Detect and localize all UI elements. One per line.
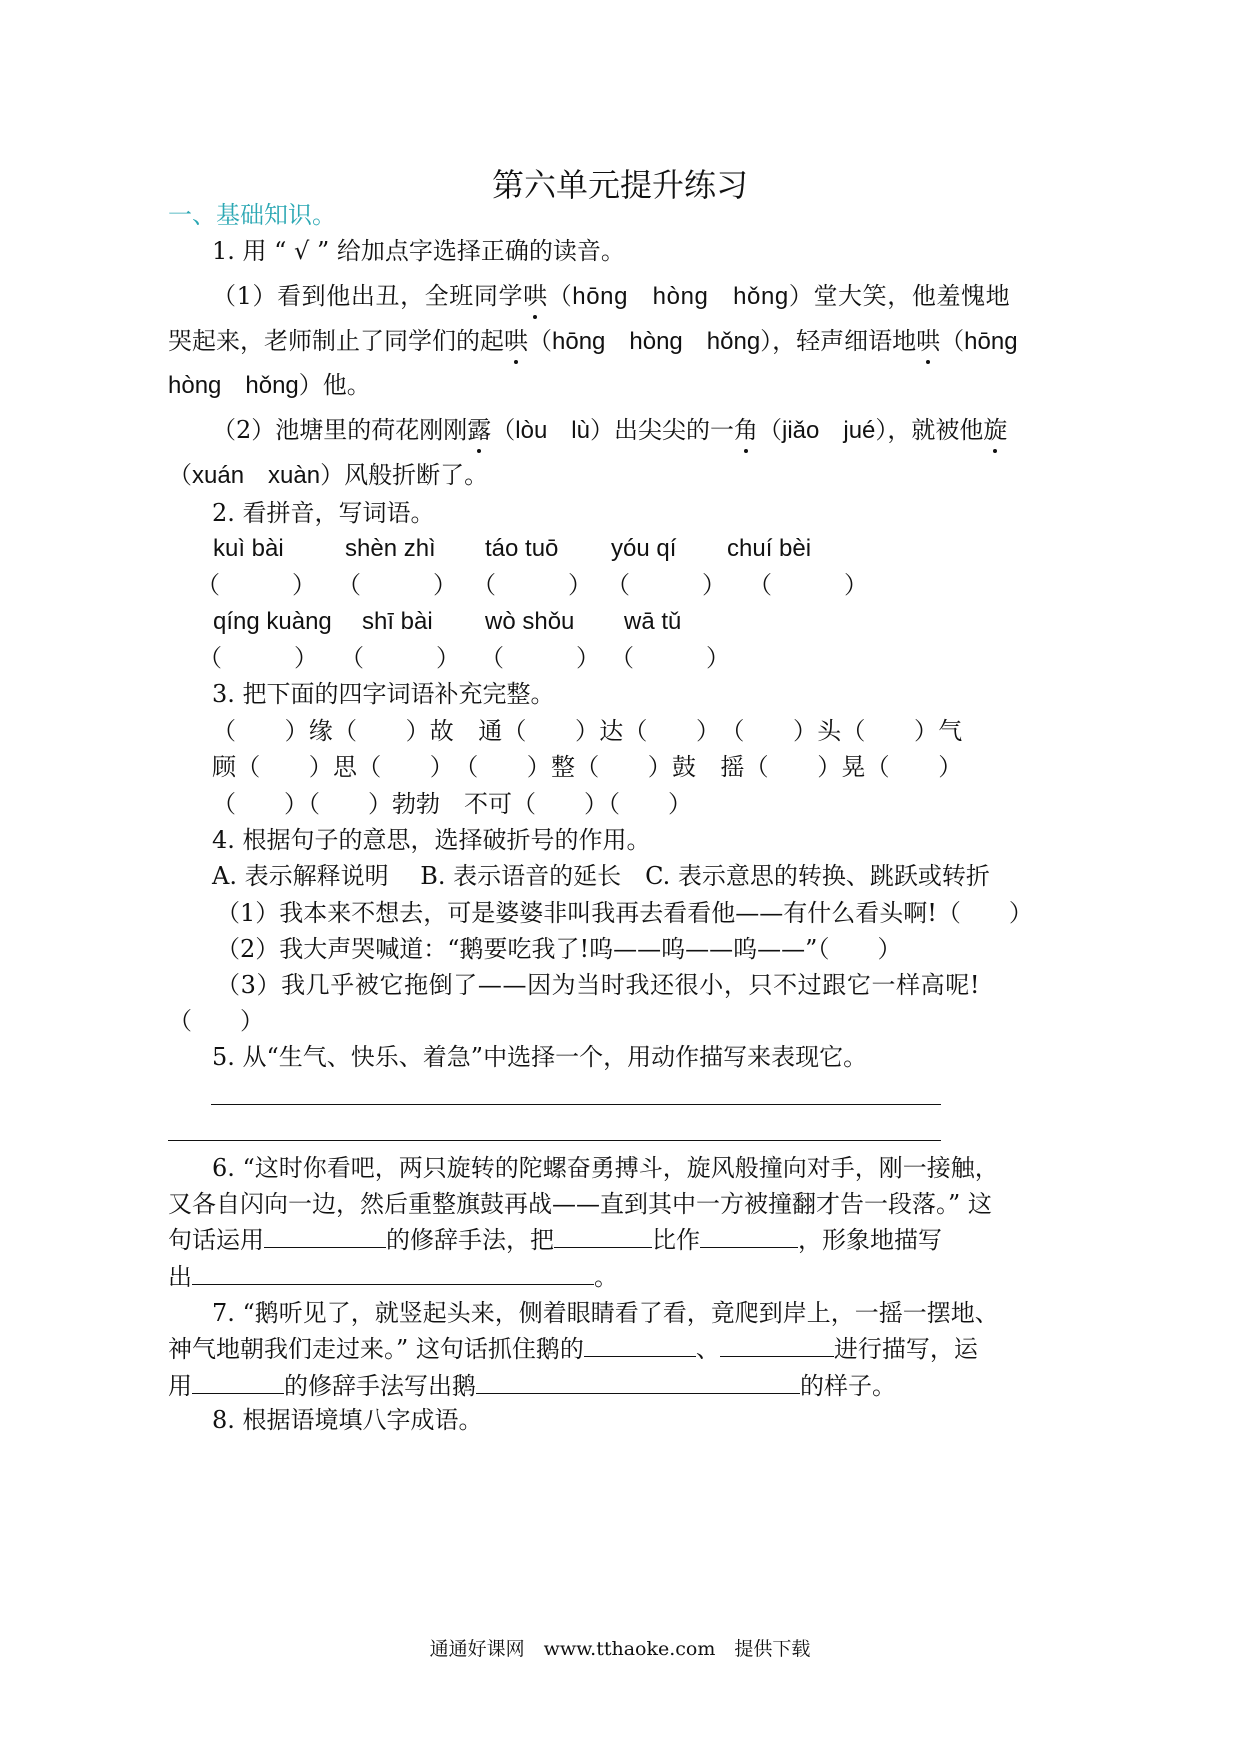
q1-p1-text-d: （hōng hòng hǒng），轻声细语地 [528, 328, 917, 355]
q6-text: 。 [594, 1263, 618, 1291]
pinyin-word: kuì bài [213, 535, 284, 562]
fill-blank[interactable] [264, 1225, 386, 1248]
question-1-part-2-line-2: （xuán xuàn）风般折断了。 [168, 462, 489, 489]
answer-blank-paren[interactable]: （ ） [337, 571, 457, 599]
question-1-part-1-line-2 [168, 326, 1018, 357]
question-4-sentence-2: （2）我大声哭喊道：“鹅要吃我了!呜——呜——呜——”（ ） [216, 935, 902, 963]
q7-text: 进行描写，运 [833, 1335, 978, 1363]
fill-blank[interactable] [700, 1225, 798, 1248]
idiom-fill-line-2[interactable]: 顾（ ）思（ ） （ ）整（ ）鼓 摇（ ）晃（ ） [212, 753, 963, 781]
answer-blank-paren[interactable]: （ ） [606, 571, 726, 599]
section-heading-basic: 一、基础知识。 [168, 201, 336, 229]
q1-p2-text-a: （2）池塘里的荷花刚刚 [212, 416, 468, 444]
question-4-sentence-3: （3）我几乎被它拖倒了——因为当时我还很小，只不过跟它一样高呢! [216, 971, 981, 999]
question-4-sentence-1: （1）我本来不想去，可是婆婆非叫我再去看看他——有什么看头啊!（ ） [216, 899, 1033, 927]
q1-p2-text-c: （jiǎo jué），就被他 [758, 417, 984, 444]
dotted-char: 哄 [523, 282, 548, 310]
fill-blank[interactable] [476, 1371, 800, 1394]
pinyin-word: wò shǒu [485, 608, 575, 635]
question-8-stem: 8. 根据语境填八字成语。 [212, 1406, 483, 1434]
q1-p1-text-e: （hōng [940, 328, 1018, 355]
question-6-line-4 [168, 1262, 618, 1292]
question-7-line-2 [168, 1334, 978, 1364]
dotted-char: 哄 [504, 327, 528, 355]
pinyin-word: shèn zhì [345, 535, 436, 562]
answer-line[interactable] [168, 1140, 941, 1141]
pinyin-word: táo tuō [485, 535, 559, 562]
q6-text: ，形象地描写 [798, 1226, 942, 1254]
answer-blank-paren[interactable]: （ ） [748, 571, 868, 599]
question-2-stem: 2. 看拼音，写词语。 [212, 499, 435, 527]
q6-text: 比作 [652, 1226, 700, 1254]
dotted-char: 哄 [916, 327, 941, 355]
fill-blank[interactable] [192, 1262, 594, 1285]
fill-blank[interactable] [720, 1334, 834, 1357]
question-1-part-1-line-1 [212, 281, 1010, 312]
question-6-line-1: 6. “这时你看吧，两只旋转的陀螺奋勇搏斗，旋风般撞向对手，刚一接触， [212, 1154, 999, 1182]
q1-p1-text-b: （hōng hòng hǒng）堂大笑，他羞愧地 [547, 283, 1011, 310]
page-title: 第六单元提升练习 [491, 166, 748, 204]
q6-text: 的修辞手法，把 [386, 1226, 554, 1254]
question-5-stem: 5. 从“生气、快乐、着急”中选择一个，用动作描写来表现它。 [212, 1043, 868, 1071]
q7-text: 神气地朝我们走过来。” 这句话抓住鹅的 [168, 1335, 584, 1363]
q1-p1-text-a: （1）看到他出丑，全班同学 [212, 282, 524, 310]
question-7-line-1: 7. “鹅听见了，就竖起头来，侧着眼睛看了看，竟爬到岸上，一摇一摆地、 [212, 1299, 999, 1327]
answer-line[interactable] [211, 1104, 941, 1105]
pinyin-word: qíng kuàng [213, 608, 332, 635]
pinyin-word: chuí bèi [727, 535, 812, 562]
question-1-stem: 1. 用 “ √ ” 给加点字选择正确的读音。 [212, 237, 625, 265]
q7-text: 的修辞手法写出鹅 [284, 1372, 476, 1400]
question-1-part-1-line-3: hòng hǒng）他。 [168, 372, 371, 399]
pinyin-word: shī bài [362, 608, 433, 635]
q7-text: 用 [168, 1372, 192, 1400]
dotted-char: 角 [734, 416, 758, 444]
answer-blank-paren[interactable]: （ ） [198, 644, 318, 672]
question-6-line-2: 又各自闪向一边，然后重整旗鼓再战——直到其中一方被撞翻才告一段落。” 这 [168, 1190, 992, 1218]
answer-blank-paren[interactable]: （ ） [340, 644, 460, 672]
fill-blank[interactable] [554, 1225, 652, 1248]
fill-blank[interactable] [192, 1371, 284, 1394]
fill-blank[interactable] [584, 1334, 696, 1357]
answer-blank-paren[interactable]: （ ） [196, 571, 316, 599]
q7-text: 、 [695, 1335, 720, 1363]
q6-text: 出 [168, 1263, 192, 1291]
question-4-sentence-3-answer[interactable]: （ ） [168, 1007, 264, 1035]
dotted-char: 露 [467, 416, 492, 444]
question-6-line-3 [168, 1225, 942, 1255]
question-3-stem: 3. 把下面的四字词语补充完整。 [212, 680, 555, 708]
idiom-fill-line-1[interactable]: （ ）缘（ ）故 通（ ）达（ ） （ ）头（ ）气 [212, 717, 963, 745]
question-7-line-3 [168, 1371, 896, 1401]
answer-blank-paren[interactable]: （ ） [472, 571, 592, 599]
question-4-stem: 4. 根据句子的意思，选择破折号的作用。 [212, 826, 651, 854]
q6-text: 句话运用 [168, 1226, 264, 1254]
q7-text: 的样子。 [800, 1372, 896, 1400]
pinyin-word: wā tǔ [624, 608, 682, 635]
idiom-fill-line-3[interactable]: （ ）（ ）勃勃 不可（ ）（ ） [212, 790, 692, 818]
question-4-options: A. 表示解释说明 B. 表示语音的延长 C. 表示意思的转换、跳跃或转折 [212, 862, 990, 890]
q1-p1-text-c: 哭起来，老师制止了同学们的起 [168, 327, 504, 355]
q1-p2-text-b: （lòu lù）出尖尖的一 [491, 417, 734, 444]
answer-blank-paren[interactable]: （ ） [610, 644, 730, 672]
question-1-part-2-line-1 [212, 415, 1007, 446]
answer-blank-paren[interactable]: （ ） [480, 644, 600, 672]
footer-source-link[interactable]: 通通好课网 www.tthaoke.com 提供下载 [429, 1638, 811, 1660]
dotted-char: 旋 [983, 416, 1008, 444]
pinyin-word: yóu qí [611, 535, 677, 562]
